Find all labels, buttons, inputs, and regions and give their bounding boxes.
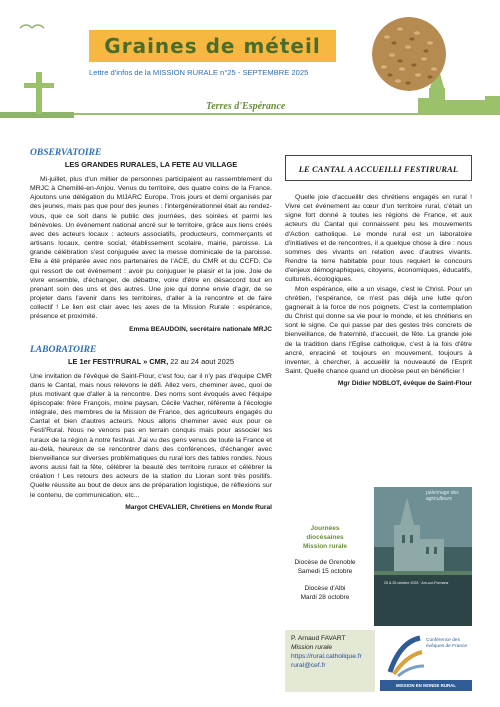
contact-website-link[interactable]: https://rural.catholique.fr: [291, 653, 362, 660]
tagline: Terres d'Espérance: [206, 101, 286, 112]
laboratoire-date: 22 au 24 aout 2025: [170, 356, 234, 366]
contact-box: [285, 630, 375, 692]
newsletter-subtitle: Lettre d'infos de la MISSION RURALE n°25 - SEPTEMBRE 2025: [89, 68, 309, 77]
cantal-paragraph-2: Mon espérance, elle a un visage, c'est le Christ. Pour un chrétien, l'espérance, ce n'est pas déjà une lutte qu'on gagnerait à la force de nos poignets. C'est la contemplation du Christ qui donne sa vie pour le monde, et les chrétiens en sont le signe. Ce qui passe par des gestes très concrets de bienveillance, de fraternité, d'accueil, de fête. La grande joie de la tradition dans l'Eglise catholique, c'est à la fois d'être ancré, enraciné et toujours en mouvement, toujours à inventer, à chercher, à accueillir la nouveauté de l'Esprit Saint. Quelle chance quand un diocèse peut en bénéficier !: [285, 285, 472, 375]
laboratoire-signature: Margot CHEVALIER, Chrétiens en Monde Rural: [125, 503, 272, 511]
observatoire-heading: OBSERVATOIRE: [30, 148, 102, 158]
journees-title-2: diocésaines: [306, 533, 344, 541]
cef-name: Conférence des évêques de France: [426, 638, 468, 649]
cantal-paragraph-1: Quelle joie d'accueillir des chrétiens engagés en rural ! Vivre cet événement au cœur d'un territoire rural, c'était un signe fort donné à toutes les régions de France, et aux acteurs du Cantal qui connaissent peu les mouvements d'Action catholique. Le monde rural est un laboratoire d'initiatives et de rencontres, il a quelque chose à dire : nous sommes des vivants en relation avec d'autres vivants. Rendre la terre habitable pour tous requiert le concours d'enjeux démographiques, citoyens, économiques, éducatifs, culturels, écologiques.: [285, 194, 472, 284]
observatoire-signature: Emma BEAUDOIN, secrétaire nationale MRJC: [129, 325, 272, 333]
journees-place-1: Diocèse de Grenoble: [294, 559, 356, 567]
journees-title-1: Journées: [310, 525, 340, 532]
cross-icon: [24, 72, 54, 114]
newsletter-title: Graines de méteil: [104, 34, 321, 58]
left-column: [30, 148, 272, 511]
observatoire-paragraph: Mi-juillet, plus d'un millier de personnes participaient au rassemblement du MRJC à Chemillé-en-Anjou. Venus du territoire, des quatre coins de la France. Ajoutons une délégation du MIJARC Europe. Trois jours et demi organisés par des jeunes, mais pas que pour des jeunes : l'intergénérationnel était au rendez-vous, que ce soit dans le public des journées, des soirées et parmi les bénévoles. Un événement national ancré sur le territoire, grâce aux liens créés avec des acteurs locaux : acteurs associatifs, producteurs, commerçants et artisans locaux, centre social, établissement scolaire, mairie, paroisse. La grande célébration s'est conjuguée avec la messe dominicale de la paroisse. Elle a été préparée avec nos partenaires de l'ACE, du CMR et du CCFD. Ce qui ressort de cet événement : avoir pu conjuguer le plaisir et la joie. Joie de vivre ensemble, d'échanger, de débattre, voire d'être en désaccord tout en prenant soin des uns et des autres. Une joie qui donne envie d'agir, de se projeter dans l'avenir dans les territoires, d'aller à la rencontre et de faire collectif ! Le lien est clair avec les axes de la Mission Rurale : espérance, présence et proximité.: [30, 176, 272, 321]
poster-title: pèlerinage des agriculteurs: [426, 490, 459, 502]
newsletter-title-band: [89, 30, 336, 62]
contact-role: Mission rurale: [291, 644, 333, 651]
right-column: [285, 155, 472, 387]
laboratoire-heading: LABORATOIRE: [30, 344, 97, 355]
cantal-title: LE CANTAL A ACCUEILLI FESTIRURAL: [298, 165, 459, 174]
header-rule: [74, 113, 500, 115]
cantal-signature: Mgr Didier NOBLOT, évêque de Saint-Flour: [337, 380, 472, 388]
bird-icon: [20, 25, 44, 28]
contact-name: P. Arnaud FAVART: [291, 635, 346, 642]
cantal-title-box: [285, 155, 472, 181]
observatoire-article-title: LES GRANDES RURALES, LA FETE AU VILLAGE: [64, 160, 238, 169]
observatoire-body: [30, 175, 272, 322]
contact-email-link[interactable]: rural@cef.fr: [291, 662, 326, 669]
grain-photo: [372, 17, 446, 91]
journees-date-1: Samedi 15 octobre: [297, 568, 353, 576]
laboratoire-body: [30, 372, 272, 500]
cef-band: MISSION EN MONDE RURAL: [380, 680, 472, 691]
journees-box: [285, 525, 365, 603]
poster-text: 25 & 26 octobre 2025 · Ars-sur-Formans: [384, 581, 449, 585]
journees-date-2: Mardi 28 octobre: [300, 593, 350, 601]
laboratoire-article-title: [30, 357, 272, 366]
cantal-body: [285, 193, 472, 376]
pilgrimage-poster: [374, 487, 472, 626]
laboratoire-title-text: LE 1er FESTI'RURAL » CMR,: [68, 356, 169, 366]
journees-place-2: Diocèse d'Albi: [304, 584, 346, 592]
cef-logo: [380, 630, 472, 692]
laboratoire-paragraph: Une invitation de l'évêque de Saint-Flour, c'est fou, car il n'y pas d'équipe CMR dans le Cantal, mais nous relevons le défi. Allez vers, cheminer avec, quoi de plus motivant que d'aller à la rencontre. Des noms sont évoqués avec l'équipe épiscopale: frère François, moine paysan, Cécile Vacher, référente à l'écologie intégrale, des membres de la Mission de France, des agriculteurs engagés du Cantal et bien d'autres acteurs. Nous allons cheminer avec eux pour ce Festi'Rural. Nous ne venons pas en terrain conquis mais pour associer les ruraux de la région à notre festival. J'ai vu des gens venus de toute la France et au-delà, heureux de se rencontrer dans des conférences, d'échanger avec bienveillance sur diverses problématiques du rural lors des tables rondes. Nous avons aussi fait la fête, célébrer la beauté des territoire ruraux et célébrer la création ! Les retours des acteurs de la station du Lioran sont très positifs. Quelle réussite au bout de deux ans de préparation logistique, de réflexions sur le contenu, de communication, etc...: [30, 372, 272, 499]
journees-title-3: Mission rurale: [302, 542, 348, 550]
